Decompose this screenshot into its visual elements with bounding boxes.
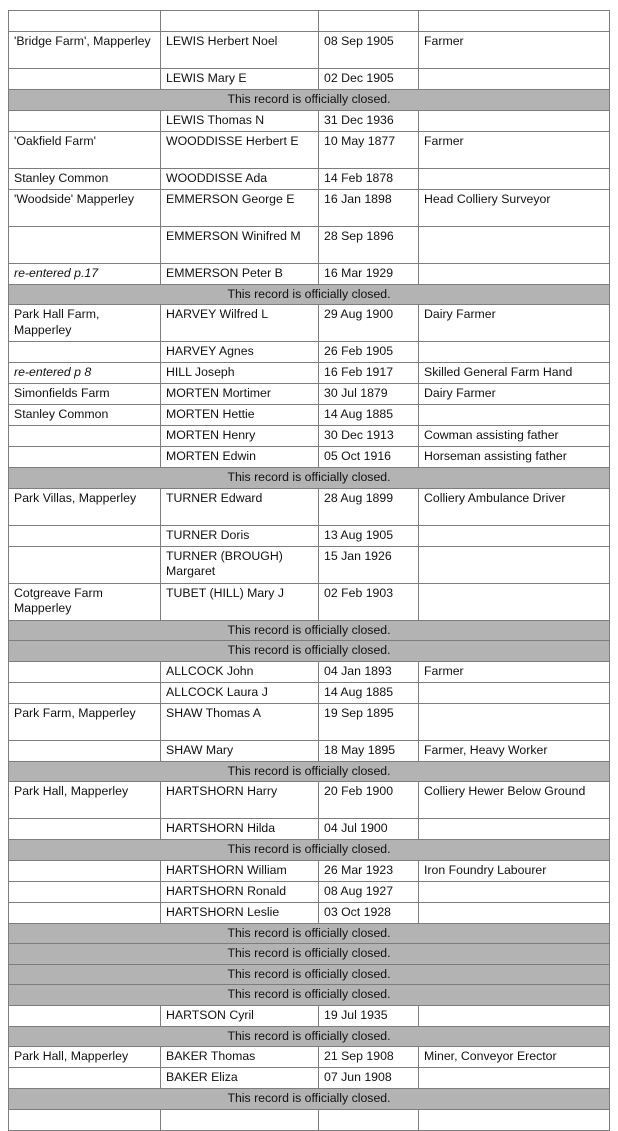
cell-occupation: Miner, Conveyor Erector <box>419 1047 610 1068</box>
cell-name: EMMERSON Winifred M <box>161 226 319 263</box>
cell-date: 08 Aug 1927 <box>319 881 419 902</box>
cell-name: MORTEN Henry <box>161 426 319 447</box>
cell-date: 19 Sep 1895 <box>319 703 419 740</box>
cell-name: TURNER Doris <box>161 525 319 546</box>
closed-record-notice: This record is officially closed. <box>9 840 610 861</box>
table-row <box>9 1005 610 1026</box>
table-row <box>9 546 610 583</box>
table-row <box>9 305 610 342</box>
cell-occupation <box>419 546 610 583</box>
cell-address <box>9 682 161 703</box>
cell-address <box>9 819 161 840</box>
cell-date: 26 Mar 1923 <box>319 860 419 881</box>
cell-address: Stanley Common <box>9 168 161 189</box>
cell-name: LEWIS Mary E <box>161 69 319 90</box>
cell-occupation <box>419 226 610 263</box>
cell-occupation <box>419 1109 610 1130</box>
table-row <box>9 263 610 284</box>
cell-name: LEWIS Herbert Noel <box>161 32 319 69</box>
cell-date <box>319 11 419 32</box>
closed-record-row <box>9 90 610 111</box>
cell-name: HARVEY Wilfred L <box>161 305 319 342</box>
closed-record-row <box>9 468 610 489</box>
closed-record-notice: This record is officially closed. <box>9 985 610 1006</box>
closed-record-row <box>9 761 610 782</box>
closed-record-row <box>9 964 610 985</box>
closed-record-row <box>9 1026 610 1047</box>
cell-name: WOODDISSE Herbert E <box>161 131 319 168</box>
cell-occupation: Dairy Farmer <box>419 305 610 342</box>
cell-address: re-entered p 8 <box>9 363 161 384</box>
cell-name: BAKER Eliza <box>161 1068 319 1089</box>
cell-occupation <box>419 11 610 32</box>
table-row <box>9 1047 610 1068</box>
cell-date: 13 Aug 1905 <box>319 525 419 546</box>
cell-address <box>9 661 161 682</box>
cell-address: Cotgreave Farm Mapperley <box>9 583 161 620</box>
table-row <box>9 902 610 923</box>
cell-date <box>319 1109 419 1130</box>
cell-address <box>9 1005 161 1026</box>
cell-date: 31 Dec 1936 <box>319 110 419 131</box>
table-row <box>9 682 610 703</box>
cell-date: 14 Aug 1885 <box>319 405 419 426</box>
cell-name: MORTEN Hettie <box>161 405 319 426</box>
cell-date: 21 Sep 1908 <box>319 1047 419 1068</box>
table-body <box>9 11 610 1131</box>
cell-address <box>9 525 161 546</box>
cell-occupation: Iron Foundry Labourer <box>419 860 610 881</box>
table-row <box>9 226 610 263</box>
cell-occupation: Farmer <box>419 661 610 682</box>
cell-occupation: Farmer <box>419 131 610 168</box>
cell-name: HARTSHORN William <box>161 860 319 881</box>
cell-name: HARTSHORN Ronald <box>161 881 319 902</box>
closed-record-notice: This record is officially closed. <box>9 1026 610 1047</box>
table-row <box>9 426 610 447</box>
cell-address <box>9 426 161 447</box>
cell-name: HILL Joseph <box>161 363 319 384</box>
cell-name: WOODDISSE Ada <box>161 168 319 189</box>
cell-occupation: Head Colliery Surveyor <box>419 189 610 226</box>
table-row <box>9 782 610 819</box>
cell-date: 03 Oct 1928 <box>319 902 419 923</box>
cell-name: MORTEN Edwin <box>161 447 319 468</box>
cell-date: 30 Dec 1913 <box>319 426 419 447</box>
closed-record-row <box>9 923 610 944</box>
cell-occupation <box>419 902 610 923</box>
closed-record-notice: This record is officially closed. <box>9 944 610 965</box>
cell-occupation <box>419 1068 610 1089</box>
cell-occupation <box>419 525 610 546</box>
cell-address <box>9 881 161 902</box>
table-row <box>9 447 610 468</box>
cell-address <box>9 11 161 32</box>
closed-record-notice: This record is officially closed. <box>9 284 610 305</box>
cell-date: 15 Jan 1926 <box>319 546 419 583</box>
table-row <box>9 131 610 168</box>
closed-record-row <box>9 620 610 641</box>
cell-name: HARTSHORN Hilda <box>161 819 319 840</box>
cell-date: 18 May 1895 <box>319 740 419 761</box>
cell-occupation: Dairy Farmer <box>419 384 610 405</box>
blank-row <box>9 11 610 32</box>
cell-address <box>9 860 161 881</box>
cell-date: 28 Sep 1896 <box>319 226 419 263</box>
cell-name <box>161 1109 319 1130</box>
cell-address <box>9 447 161 468</box>
cell-occupation <box>419 1005 610 1026</box>
cell-name: LEWIS Thomas N <box>161 110 319 131</box>
closed-record-notice: This record is officially closed. <box>9 964 610 985</box>
table-row <box>9 488 610 525</box>
cell-address <box>9 1068 161 1089</box>
cell-address: Simonfields Farm <box>9 384 161 405</box>
cell-name: HARTSHORN Leslie <box>161 902 319 923</box>
cell-address: Park Farm, Mapperley <box>9 703 161 740</box>
cell-occupation <box>419 110 610 131</box>
closed-record-notice: This record is officially closed. <box>9 468 610 489</box>
cell-date: 28 Aug 1899 <box>319 488 419 525</box>
closed-record-row <box>9 284 610 305</box>
closed-record-row <box>9 1089 610 1110</box>
table-row <box>9 881 610 902</box>
cell-address: 'Bridge Farm', Mapperley <box>9 32 161 69</box>
table-row <box>9 525 610 546</box>
cell-address: Park Hall, Mapperley <box>9 782 161 819</box>
cell-date: 10 May 1877 <box>319 131 419 168</box>
table-row <box>9 363 610 384</box>
cell-address: re-entered p.17 <box>9 263 161 284</box>
cell-name: ALLCOCK Laura J <box>161 682 319 703</box>
cell-name: SHAW Mary <box>161 740 319 761</box>
cell-occupation: Horseman assisting father <box>419 447 610 468</box>
cell-address <box>9 69 161 90</box>
cell-date: 08 Sep 1905 <box>319 32 419 69</box>
cell-address: Park Hall, Mapperley <box>9 1047 161 1068</box>
closed-record-row <box>9 840 610 861</box>
cell-date: 07 Jun 1908 <box>319 1068 419 1089</box>
table-row <box>9 69 610 90</box>
cell-address: 'Oakfield Farm' <box>9 131 161 168</box>
cell-name: HARVEY Agnes <box>161 342 319 363</box>
blank-row <box>9 1109 610 1130</box>
cell-name: EMMERSON Peter B <box>161 263 319 284</box>
cell-date: 26 Feb 1905 <box>319 342 419 363</box>
cell-address: Park Hall Farm, Mapperley <box>9 305 161 342</box>
closed-record-row <box>9 944 610 965</box>
cell-date: 02 Dec 1905 <box>319 69 419 90</box>
cell-occupation <box>419 263 610 284</box>
closed-record-row <box>9 985 610 1006</box>
admission-register-table <box>8 10 610 1131</box>
cell-name: HARTSHORN Harry <box>161 782 319 819</box>
cell-address <box>9 342 161 363</box>
cell-date: 14 Feb 1878 <box>319 168 419 189</box>
table-row <box>9 819 610 840</box>
table-row <box>9 703 610 740</box>
cell-name <box>161 11 319 32</box>
cell-occupation: Cowman assisting father <box>419 426 610 447</box>
closed-record-notice: This record is officially closed. <box>9 620 610 641</box>
cell-address: Park Villas, Mapperley <box>9 488 161 525</box>
cell-name: TUBET (HILL) Mary J <box>161 583 319 620</box>
cell-occupation: Farmer <box>419 32 610 69</box>
table-row <box>9 860 610 881</box>
cell-date: 16 Feb 1917 <box>319 363 419 384</box>
closed-record-row <box>9 641 610 662</box>
cell-name: TURNER (BROUGH) Margaret <box>161 546 319 583</box>
cell-date: 16 Jan 1898 <box>319 189 419 226</box>
cell-date: 14 Aug 1885 <box>319 682 419 703</box>
cell-occupation <box>419 703 610 740</box>
cell-address <box>9 110 161 131</box>
cell-address <box>9 546 161 583</box>
cell-occupation <box>419 583 610 620</box>
cell-address: 'Woodside' Mapperley <box>9 189 161 226</box>
table-row <box>9 1068 610 1089</box>
table-row <box>9 189 610 226</box>
cell-occupation: Farmer, Heavy Worker <box>419 740 610 761</box>
cell-address: Stanley Common <box>9 405 161 426</box>
cell-name: SHAW Thomas A <box>161 703 319 740</box>
cell-occupation <box>419 69 610 90</box>
cell-date: 29 Aug 1900 <box>319 305 419 342</box>
cell-address <box>9 226 161 263</box>
cell-date: 05 Oct 1916 <box>319 447 419 468</box>
table-row <box>9 110 610 131</box>
table-row <box>9 168 610 189</box>
table-row <box>9 661 610 682</box>
cell-name: ALLCOCK John <box>161 661 319 682</box>
cell-date: 04 Jul 1900 <box>319 819 419 840</box>
cell-date: 19 Jul 1935 <box>319 1005 419 1026</box>
table-row <box>9 32 610 69</box>
closed-record-notice: This record is officially closed. <box>9 1089 610 1110</box>
cell-date: 20 Feb 1900 <box>319 782 419 819</box>
cell-occupation <box>419 682 610 703</box>
table-row <box>9 583 610 620</box>
cell-name: HARTSON Cyril <box>161 1005 319 1026</box>
table-row <box>9 384 610 405</box>
cell-occupation: Colliery Ambulance Driver <box>419 488 610 525</box>
table-row <box>9 405 610 426</box>
cell-name: EMMERSON George E <box>161 189 319 226</box>
cell-date: 30 Jul 1879 <box>319 384 419 405</box>
cell-occupation <box>419 405 610 426</box>
cell-name: MORTEN Mortimer <box>161 384 319 405</box>
cell-occupation: Skilled General Farm Hand <box>419 363 610 384</box>
cell-name: TURNER Edward <box>161 488 319 525</box>
closed-record-notice: This record is officially closed. <box>9 641 610 662</box>
cell-date: 04 Jan 1893 <box>319 661 419 682</box>
closed-record-notice: This record is officially closed. <box>9 923 610 944</box>
closed-record-notice: This record is officially closed. <box>9 761 610 782</box>
cell-occupation <box>419 342 610 363</box>
table-row <box>9 342 610 363</box>
cell-date: 16 Mar 1929 <box>319 263 419 284</box>
table-row <box>9 740 610 761</box>
cell-occupation <box>419 168 610 189</box>
cell-address <box>9 902 161 923</box>
cell-address <box>9 1109 161 1130</box>
cell-date: 02 Feb 1903 <box>319 583 419 620</box>
cell-occupation: Colliery Hewer Below Ground <box>419 782 610 819</box>
cell-name: BAKER Thomas <box>161 1047 319 1068</box>
cell-occupation <box>419 819 610 840</box>
cell-address <box>9 740 161 761</box>
closed-record-notice: This record is officially closed. <box>9 90 610 111</box>
cell-occupation <box>419 881 610 902</box>
